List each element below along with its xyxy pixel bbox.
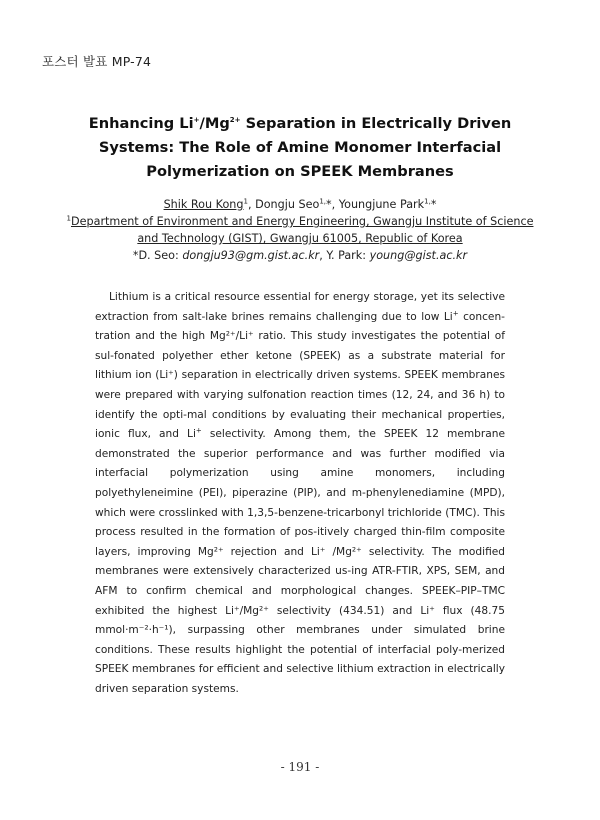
author-3: Youngjune Park [338,198,425,211]
abstract-paragraph [95,288,505,699]
session-tag: 포스터 발표 MP-74 [42,54,152,69]
contact-prefix: *D. Seo: [132,249,183,262]
abstract-text-3: selectivity. Among them, the SPEEK 12 membrane demonstrated the superior performance and was further modified via interfacial polymerization using amine monomers, including polyethyleneimine (PEI), piperazine (PIP), and m-phenylenediamine (MPD), which were crosslinked with 1,3,5-benzene-tricarbonyl trichloride (TMC). This process resulted in the formation of pos-itively charged thin-film composite layers, improving Mg²⁺ rejection and Li⁺ /Mg²⁺ selectivity. The modified membranes were extensively characterized us-ing ATR-FTIR, XPS, SEM, and AFM to confirm chemical and morphological changes. SPEEK–PIP–TMC exhibited the highest Li⁺/Mg²⁺ selectivity (434.51) and Li⁺ flux (48.75 mmol·m⁻²·h⁻¹), surpassing other membranes under simulated brine conditions. These results highlight the potential of interfacial poly-merized SPEEK membranes for efficient and selective lithium extraction in electrically driven separation systems. [95,428,505,695]
title-text-3: Separation in Electrically Driven Systems: The Role of Amine Monomer Interfacial Polymerization on SPEEK Membranes [98,115,512,180]
email-park[interactable]: young@gist.ac.kr [369,249,468,262]
author-2: Dongju Seo [255,198,320,211]
author-3-corresponding: * [430,198,437,211]
title-sup-2: 2+ [229,116,241,125]
email-seo[interactable]: dongju93@gm.gist.ac.kr [182,249,320,262]
paper-title [60,112,540,184]
title-text-2: /Mg [199,115,230,132]
abstract-text-2: concen-tration and the high Mg²⁺/Li⁺ ratio. This study investigates the potential of sul-fonated polyether ether ketone (SPEEK) as a substrate material for lithium ion (Li⁺) separation in electrically driven systems. SPEEK membranes were prepared with varying sulfonation reaction times (12, 24, and 36 h) to identify the opti-mal conditions by evaluating their mechanical properties, ionic flux, and Li [95,310,505,441]
affiliation [60,213,540,247]
author-2-corresponding: * [326,198,332,211]
author-3-affil: 1, [424,197,431,206]
author-2-affil: 1, [319,197,327,206]
author-1-affil: 1 [243,197,248,206]
contact-line [60,247,540,264]
abstract [95,288,505,699]
affiliation-text: Department of Environment and Energy Engineering, Gwangju Institute of Science and Technology (GIST), Gwangju 61005, Republic of Korea [70,215,534,245]
title-text-1: Enhancing Li [88,115,194,132]
page-number: - 191 - [280,760,320,774]
author-block [60,196,540,264]
abstract-text-1: Lithium is a critical resource essential for energy storage, yet its selective extraction from salt-lake brines remains challenging due to low Li [95,291,505,323]
abstract-sup-1: + [452,309,459,318]
title-sup-1: + [193,116,200,125]
contact-mid: , Y. Park: [319,249,370,262]
affiliation-marker: 1 [66,214,71,223]
abstract-sup-2: + [195,426,202,435]
author-1: Shik Rou Kong [163,198,244,211]
author-line: Shik Rou Kong$^1$, Dongju Seo$^{1,}$*, Youngjune Park$^{1,}$* [163,197,437,211]
